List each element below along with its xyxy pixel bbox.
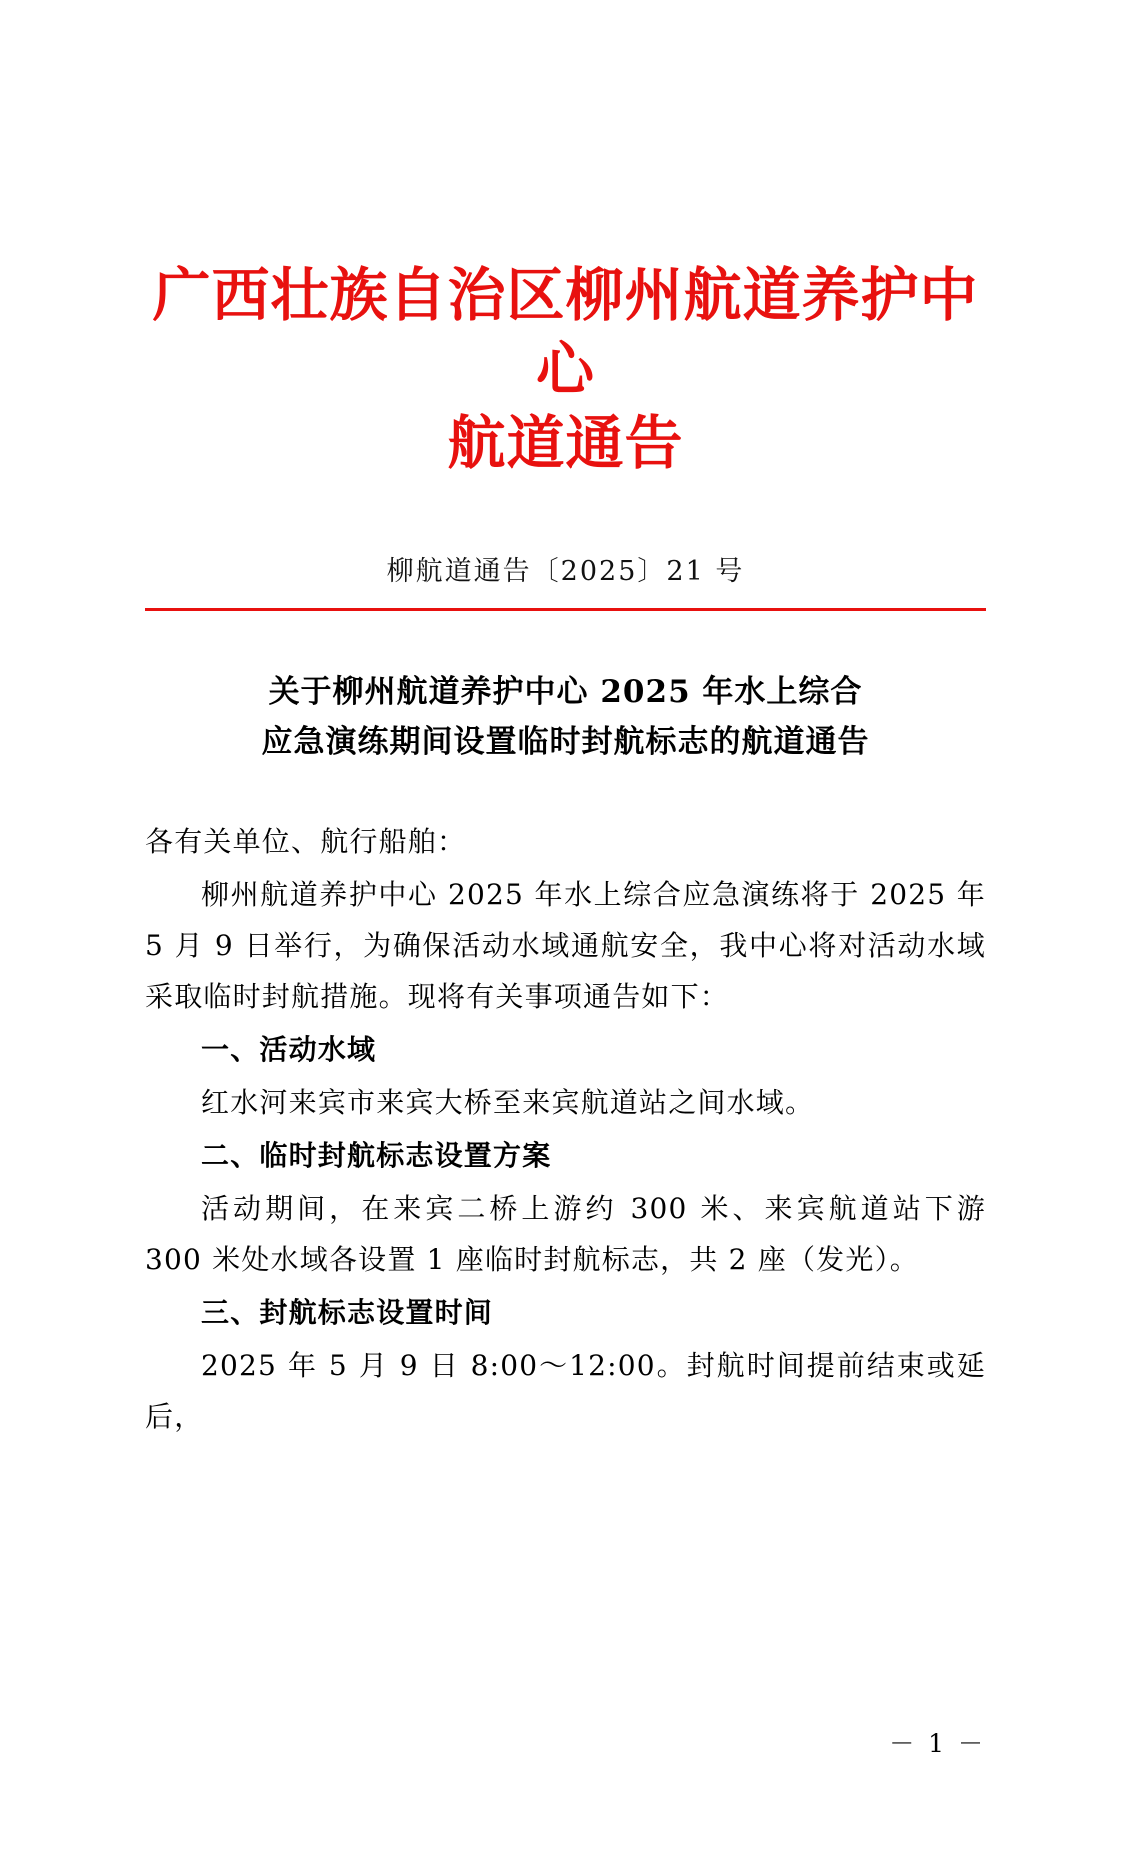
document-subject-line2: 应急演练期间设置临时封航标志的航道通告: [261, 723, 870, 760]
document-body: [145, 817, 986, 1442]
salutation: 各有关单位、航行船舶：: [145, 825, 467, 859]
document-page: [0, 258, 1131, 1858]
section-heading-1: 一、活动水域: [201, 1032, 377, 1066]
body-paragraph-1: 柳州航道养护中心 2025 年水上综合应急演练将于 2025 年 5 月 9 日举行，为确保活动水域通航安全，我中心将对活动水域采取临时封航措施。现将有关事项通告如下：: [145, 878, 986, 1013]
section-heading-3: 三、封航标志设置时间: [201, 1295, 494, 1329]
document-subject-line1: 关于柳州航道养护中心 2025 年水上综合: [268, 673, 863, 710]
section-body-1: 红水河来宾市来宾大桥至来宾航道站之间水域。: [201, 1085, 815, 1119]
section-body-2: 活动期间，在来宾二桥上游约 300 米、来宾航道站下游 300 米处水域各设置 1 座临时封航标志，共 2 座（发光）。: [145, 1191, 986, 1276]
section-body-3: 2025 年 5 月 9 日 8:00～12:00。封航时间提前结束或延后，: [145, 1348, 986, 1433]
document-number: 柳航道通告〔2025〕21 号: [386, 555, 745, 587]
document-title: [145, 258, 986, 481]
document-subject: [145, 667, 986, 767]
document-title-line1: 广西壮族自治区柳州航道养护中心: [152, 261, 979, 404]
section-heading-2: 二、临时封航标志设置方案: [201, 1138, 552, 1172]
page-number: － 1 －: [889, 1729, 986, 1758]
document-title-line2: 航道通告: [447, 409, 684, 478]
red-divider-rule: [145, 608, 986, 611]
